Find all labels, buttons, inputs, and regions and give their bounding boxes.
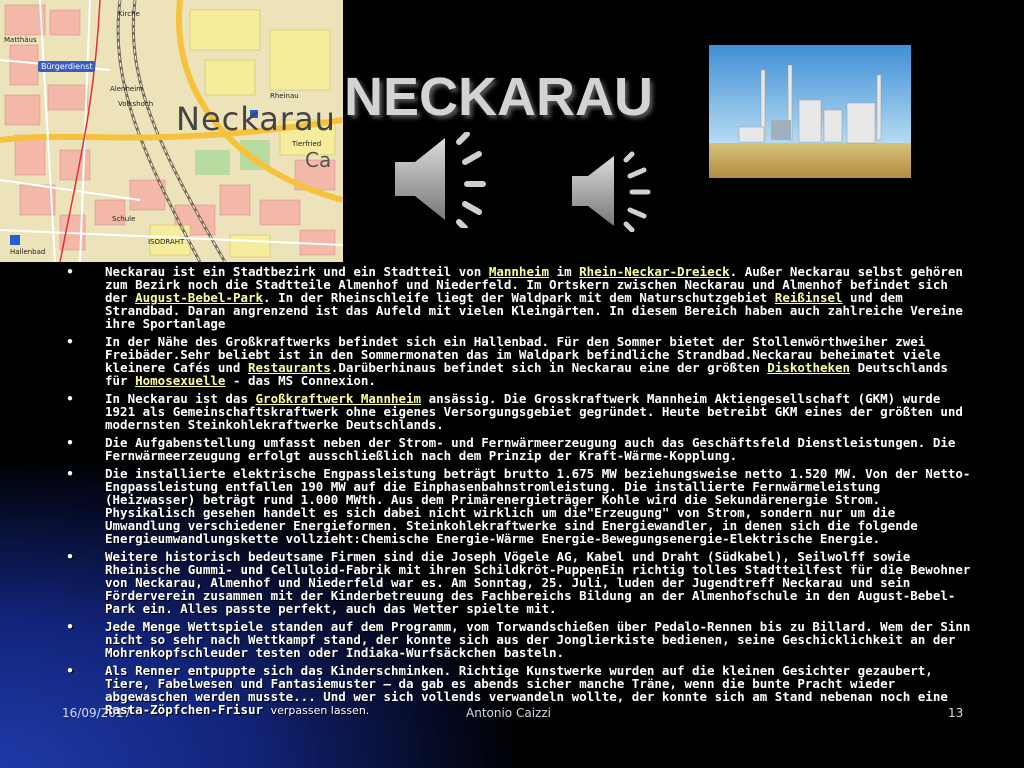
footer-page-number: 13 [948, 706, 964, 720]
wiki-link[interactable]: Restaurants [248, 360, 331, 375]
bullet-item [62, 467, 974, 545]
map-text: Matthäus [4, 36, 37, 44]
map-text: Volkshoch [118, 100, 154, 108]
map-text: Ca [305, 148, 332, 172]
map-text: Schule [112, 215, 136, 223]
bullet-text: In Neckarau ist das [105, 391, 256, 406]
bullet-text: Deutschlands für [105, 360, 948, 388]
speaker-icon[interactable] [393, 132, 493, 232]
bullet-text: Weitere historisch bedeutsame Firmen sind die Joseph Vögele AG, Kabel und Draht (Südkabel), Seilwolff sowie Rheinische Gummi- und Celluloid-Fabrik mit ihren Schildkröt-PuppenEin richtig tolles Stadtteilfest für die Bewohner von Neckarau, Almenhof und Niederfeld war es. Am Sonntag, 25. Juli, luden der Jugendtreff Neckarau und sein Förderverein zusammen mit der Kinderbetreuung des Fachbereichs Bildung an der Almenhofschule in den August-Bebel-Park ein. Alles passte perfekt, auch das Wetter spielte mit. [105, 549, 971, 616]
power-plant-photo [709, 45, 911, 178]
map-tag-label: Bürgerdienst [38, 61, 95, 72]
bullet-text: . In der Rheinschleife liegt der Waldpark mit dem Naturschutzgebiet [263, 290, 775, 305]
bullet-text: In der Nähe des Großkraftwerks befindet sich ein Hallenbad. Für den Sommer bietet der Stollenwörthweiher zwei Freibäder.Sehr beliebt ist in den Sommermonaten das im Waldpark befindliche Strandbad.Neckarau beheimatet viele kleinere Cafés und [105, 334, 941, 375]
bullet-item [62, 550, 974, 615]
bullet-text: und dem Strandbad. Daran angrenzend ist das Aufeld mit vielen Kleingärten. In diesem Bereich haben auch zahlreiche Vereine ihre Sportanlage [105, 290, 963, 331]
bullet-text: Die installierte elektrische Engpassleistung beträgt brutto 1.675 MW beziehungsweise netto 1.520 MW. Von der Netto-Engpassleistung entfallen 190 MW auf die Einphasenbahnstromleistung. Die installierte Fernwärmeleistung (Heizwasser) beträgt rund 1.000 MWth. Aus dem Primärenergieträger Kohle wird die Sekundärenergie Strom. Physikalisch gesehen handelt es sich dabei nicht wirklich um die"Erzeugung" von Strom, sondern nur um die Umwandlung verschiedener Energieformen. Steinkohlekraftwerke sind Energiewandler, in denen sich die folgende Energieumwandlungskette vollzieht:Chemische Energie-Wärme Energie-Bewegungsenergie-Elektrische Energie. [105, 466, 971, 546]
wiki-link[interactable]: August-Bebel-Park [135, 290, 264, 305]
wiki-link[interactable]: Reißinsel [774, 290, 843, 305]
map-text: Kirche [118, 10, 140, 18]
bullet-item [62, 436, 974, 462]
bullet-text: .Darüberhinaus befindet sich in Neckarau eine der größten [330, 360, 768, 375]
map-text: ISODRAHT [148, 238, 185, 246]
map-text: Tierfried [292, 140, 322, 148]
bullet-text: ansässig. Die Grosskraftwerk Mannheim Aktiengesellschaft (GKM) wurde 1921 als Gemeinschaftskraftwerk ohne eigenes Versorgungsgebiet gegründet. Heute betreibt GKM eines der größten und modernsten Steinkohlekraftwerke Deutschlands. [105, 391, 963, 432]
bullet-item [62, 392, 974, 431]
wiki-link[interactable]: Homosexuelle [135, 373, 226, 388]
bullet-item [62, 620, 974, 659]
bullet-text: Die Aufgabenstellung umfasst neben der Strom- und Fernwärmeerzeugung auch das Geschäftsfeld Dienstleistungen. Die Fernwärmeerzeugung erfolgt ausschließlich nach dem Prinzip der Kraft-Wärme-Kopplung. [105, 435, 956, 463]
bullet-text: Jede Menge Wettspiele standen auf dem Programm, vom Torwandschießen über Pedalo-Rennen bis zu Billard. Wem der Sinn nicht so sehr nach Wettkampf stand, der konnte sich aus der Jonglierkiste bedienen, seine Geschicklichkeit an der Mohrenkopfschleuder testen oder Indiaka-Wurfsäckchen basteln. [105, 619, 971, 660]
wiki-link[interactable]: Rhein-Neckar-Dreieck [579, 264, 730, 279]
wiki-link[interactable]: Mannheim [488, 264, 550, 279]
bullet-text: im [549, 264, 580, 279]
bullet-list [62, 265, 974, 722]
speaker-icon[interactable] [570, 150, 656, 236]
map-text: Alenheim [110, 85, 143, 93]
neckarau-map-image [0, 0, 343, 262]
footer-date: 16/09/2017 [62, 706, 132, 720]
wiki-link[interactable]: Großkraftwerk Mannheim [255, 391, 422, 406]
map-text: Hallenbad [10, 248, 46, 256]
bullet-item [62, 265, 974, 330]
slide-title: NECKARAU [344, 67, 653, 127]
bullet-item [62, 335, 974, 387]
bullet-text: Als Renner entpuppte sich das Kinderschminken. Richtige Kunstwerke wurden auf die kleinen Gesichter gezaubert, Tiere, Fabelwesen und Fantasiemuster – da gab es abends sicher manche Träne, wenn die bunte Pracht wieder abgewaschen werden musste... Und wer sich vollends verwandeln wollte, der konnte sich am Stand nebenan noch eine Rasta-Zöpfchen-Frisur [105, 663, 948, 717]
map-district-label: Neckarau [176, 100, 336, 138]
bullet-text: Neckarau ist ein Stadtbezirk und ein Stadtteil von [105, 264, 489, 279]
wiki-link[interactable]: Diskotheken [767, 360, 851, 375]
footer-author: Antonio Caizzi [466, 706, 551, 720]
bullet-text: . Außer Neckarau selbst gehören zum Bezirk noch die Stadtteile Almenhof und Niederfeld. Im Ortskern zwischen Neckarau und Almenhof befindet sich der [105, 264, 963, 305]
map-text: Rheinau [270, 92, 299, 100]
bullet-text: verpassen lassen. [270, 704, 370, 717]
bullet-text: - das MS Connexion. [225, 373, 376, 388]
